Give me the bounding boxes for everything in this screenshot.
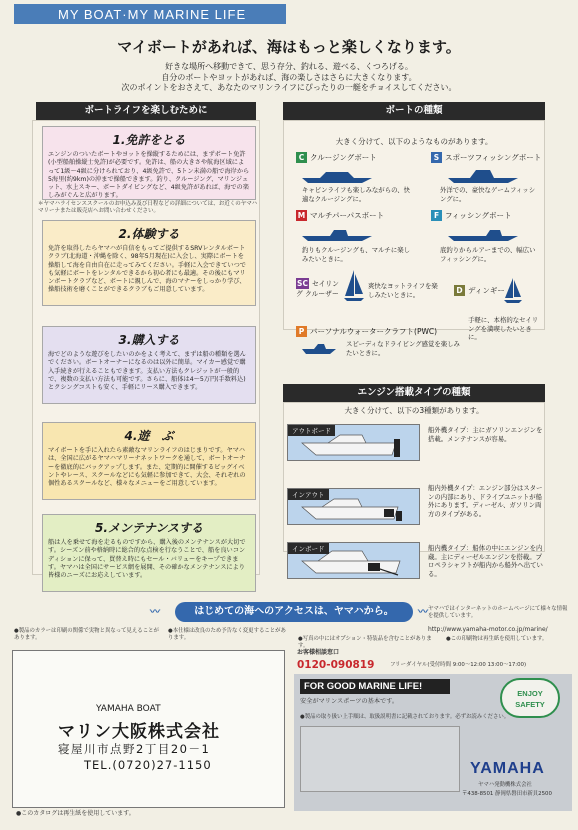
- fishing-boat-icon: [446, 226, 522, 242]
- boat-types-subtitle: 大きく分けて、以下のようなものがあります。: [335, 137, 493, 146]
- type-desc: キャビンライフも楽しみながらの、快適なクルージングに。: [302, 186, 410, 203]
- freedial-number[interactable]: 0120-090819: [297, 659, 375, 671]
- enjoy-text: ENJOY: [517, 689, 543, 698]
- engine-desc: 船内外機タイプ：エンジン部分はスターンの内部にあり、ドライブユニットが船外にあります。ディーゼル、ガソリン両方のタイプがある。: [428, 484, 543, 518]
- web-url[interactable]: http://www.yamaha-motor.co.jp/marine/: [428, 626, 548, 633]
- step-title: 4.遊 ぶ: [124, 429, 174, 443]
- type-desc: 外洋での、豪快なゲームフィッシングに。: [440, 186, 536, 203]
- engine-types-subtitle: 大きく分けて、以下の3種類があります。: [344, 406, 484, 415]
- boat-type-pwc: [296, 326, 437, 337]
- boat-type-multipurpose: [296, 210, 384, 221]
- type-code-badge: F: [431, 210, 442, 221]
- note-paper: ●この印刷物は再生紙を使用しています。: [446, 636, 548, 642]
- step-title: 2.体験する: [118, 227, 180, 241]
- brand-header: MY BOAT·MY MARINE LIFE: [14, 4, 286, 24]
- wave-decoration-right: 〰: [418, 607, 428, 618]
- headline: マイボートがあれば、海はもっと楽しくなります。: [117, 38, 461, 56]
- intro: [0, 62, 578, 94]
- note-spec: ●本仕様は改良のため予告なく変更することがあります。: [168, 628, 286, 641]
- boat-type-dinghy: [454, 285, 505, 296]
- company-address: 〒438-8501 静岡県磐田市新貝2500: [462, 791, 552, 797]
- inout-diagram: [287, 488, 420, 525]
- note-photo: ●写真の中にはオプション・特装品を含むことがあります。: [298, 636, 432, 649]
- sailboat-icon: [343, 268, 365, 302]
- catalog-note: ●このカタログは再生紙を使用しています。: [16, 810, 135, 817]
- engine-tag: インボード: [288, 543, 329, 554]
- boat-life-title: ボートライフを楽しむために: [36, 102, 256, 120]
- type-code-badge: C: [296, 152, 307, 163]
- type-name: フィッシングボート: [445, 211, 512, 220]
- dinghy-icon: [503, 276, 523, 304]
- intro-line: 好きな場所へ移動できて、思う存分、釣れる、遊べる、くつろげる。: [165, 62, 413, 71]
- outboard-diagram: [287, 424, 420, 461]
- engine-tag: アウトボード: [288, 425, 335, 436]
- yamaha-logo: YAMAHA: [470, 760, 545, 777]
- enjoy-safety-logo: [500, 678, 560, 718]
- boat-type-cruising: [296, 152, 377, 163]
- step-body: 船は人を乗せて海を走るものですから、購入後のメンテナンスが大切です。シーズン前や格納時に総合的な点検を行なうことで、船を良いコンディションに保って、買替え時にもセール・バリューをキープできます。ヤマハは全国にサービス網を展開、その確かなメンテナンスにより皆様のニーズにお応えしています。: [48, 539, 246, 580]
- type-desc: 底釣りからルアーまでの、幅広いフィッシングに。: [440, 246, 536, 263]
- step-body: エンジンのついたボートやヨットを操縦するためには、まずボート免許(小型船舶操縦士免許)が必要です。免許は、船の大きさや航海区域によって1級～4級に分けられており、4級免許で、5トン未満の船で海岸から5海里(約9km)の沖まで操船できます。釣り、クルージング、マリンジェット、水上スキー、ボートダイビングなど、4級免許があれば、海での楽しみがぐんと広がります。: [48, 151, 250, 200]
- type-name: ディンギー: [468, 286, 505, 295]
- dealer-tel: TEL.(0720)27-1150: [84, 758, 212, 772]
- step-license: [42, 126, 256, 200]
- web-note: ヤマハではインターネットのホームページにて様々な情報を提供しています。: [428, 606, 568, 619]
- contact-hours: フリーダイヤル(受付時間 9:00～12:00 13:00～17:00): [390, 662, 527, 668]
- type-desc: 手軽に、本格的なセイリングを満喫したいときに。: [468, 316, 539, 342]
- engine-desc: 船外機タイプ：主にガソリンエンジンを搭載。メンテナンスが容易。: [428, 426, 543, 443]
- step-play: [42, 422, 256, 500]
- type-name: マルチパーパスボート: [310, 211, 385, 220]
- step-title: 5.メンテナンスする: [95, 521, 203, 535]
- engine-desc: 船内機タイプ：船体の中にエンジンを内蔵。主にディーゼルエンジンを搭載。プロペラシャフトが船内から船外へ出ている。: [428, 544, 543, 578]
- inboard-diagram: [287, 542, 420, 579]
- step-experience: [42, 220, 256, 306]
- type-code-badge: M: [297, 211, 306, 220]
- type-code-badge: P: [296, 326, 307, 337]
- type-name: スポーツフィッシングボート: [445, 153, 542, 162]
- safety-notes-area: [300, 726, 460, 792]
- dealer-brand: YAMAHA BOAT: [96, 704, 161, 714]
- step-title: 3.購入する: [118, 333, 180, 347]
- type-desc: 釣りもクルージングも、マルチに楽しみたいときに。: [302, 246, 411, 263]
- safety-line: ●製品の取り扱い上手順は、取扱説明書に記載されております。必ずお読みください。: [300, 714, 510, 720]
- boat-type-sailing-cruiser: [296, 278, 342, 299]
- step-body: 免許を取得したらヤマハが自信をもってご提供するSRVレンタルボートクラブ(北海道・沖縄を除く、98年5月現在)に入会し、実際にボートを操船して海を自由自在に走ってみてください。手軽に入会できていつでも気軽にボートをレンタルできるから初心者にも最適。その後にもマリンボートクラブなど、ボートに親しんで、海のマナーをしっかり学び、操船技術を磨くことができるクラブもご用意しています。: [48, 245, 246, 294]
- license-note: ＊ヤマハライセンススクールのお申込み及び日程などの詳細については、お近くのヤマハマリーナまたは販売店へお問い合わせください。: [38, 201, 258, 214]
- intro-line: 自分のボートやヨットがあれば、海の楽しさはさらに大きくなります。: [161, 72, 417, 82]
- type-code-badge: D: [454, 285, 465, 296]
- type-code-badge: SC: [297, 279, 308, 288]
- type-code-badge: S: [431, 152, 442, 163]
- intro-line: 次のポイントをおさえて、あなたのマリンライフにぴったりの一艇をチョイスしてください。: [121, 83, 457, 92]
- wave-decoration-left: 〰: [150, 607, 160, 618]
- type-name: パーソナルウォータークラフト(PWC): [310, 327, 438, 336]
- company-name: ヤマハ発動機株式会社: [478, 782, 532, 788]
- boat-type-fishing: [431, 210, 512, 221]
- boat-type-sportfishing: [431, 152, 541, 163]
- access-banner: はじめての海へのアクセスは、ヤマハから。: [175, 602, 413, 622]
- engine-tag: インアウト: [288, 489, 329, 500]
- step-title: 1.免許をとる: [112, 133, 186, 147]
- step-body: 海でどのような遊びをしたいのかをよく考えて、まずは船の種類を選んでください。ボートオーナーになるのは以外に簡単。マイカー感覚で購入手続きが行えることもできます。支払い方法もクレジットが一般的で、複数の支払い方法も可能です。さらに、船体は4～5万円(手数料込)とクシングコストも安く、手軽にリース購入できます。: [48, 351, 246, 392]
- step-maintenance: [42, 514, 256, 592]
- slogan: FOR GOOD MARINE LIFE!: [300, 679, 450, 694]
- multipurpose-boat-icon: [300, 226, 376, 242]
- type-name: セイリング クルーザー: [296, 280, 339, 298]
- safety-text: SAFETY: [515, 700, 545, 709]
- contact-label: お客様相談窓口: [297, 649, 340, 656]
- engine-types-title: エンジン搭載タイプの種類: [283, 384, 545, 402]
- sportfishing-boat-icon: [446, 168, 522, 184]
- cruising-boat-icon: [300, 168, 376, 184]
- step-body: マイボートを手に入れたら素敵なマリンライフのはじまりです。ヤマハは、全国に広がるヤマハマリーナネットワークを通して、ボートオーナーを徹底的にバックアップします。また、定期的に開催するビッグイベントやレース、スクールなどにも気軽に参加できて、大会、それぞれの個性あるスクールなど、様々なメニューをご用意しています。: [48, 447, 246, 488]
- dealer-name: マリン大阪株式会社: [58, 722, 220, 742]
- note-color: ●製品のカラーは印刷の関係で実物と異なって見えることがあります。: [14, 628, 159, 641]
- slogan-sub: 安全がマリンスポーツの基本です。: [300, 698, 399, 705]
- pwc-icon: [300, 341, 340, 355]
- type-desc: スピーディなドライビング感覚を楽しみたいときに。: [346, 340, 460, 357]
- boat-types-title: ボートの種類: [283, 102, 545, 120]
- step-purchase: [42, 326, 256, 404]
- type-name: クルージングボート: [310, 153, 377, 162]
- dealer-address: 寝屋川市点野2丁目20－1: [58, 742, 211, 756]
- type-desc: 爽快なヨットライフを楽しみたいときに。: [368, 282, 438, 299]
